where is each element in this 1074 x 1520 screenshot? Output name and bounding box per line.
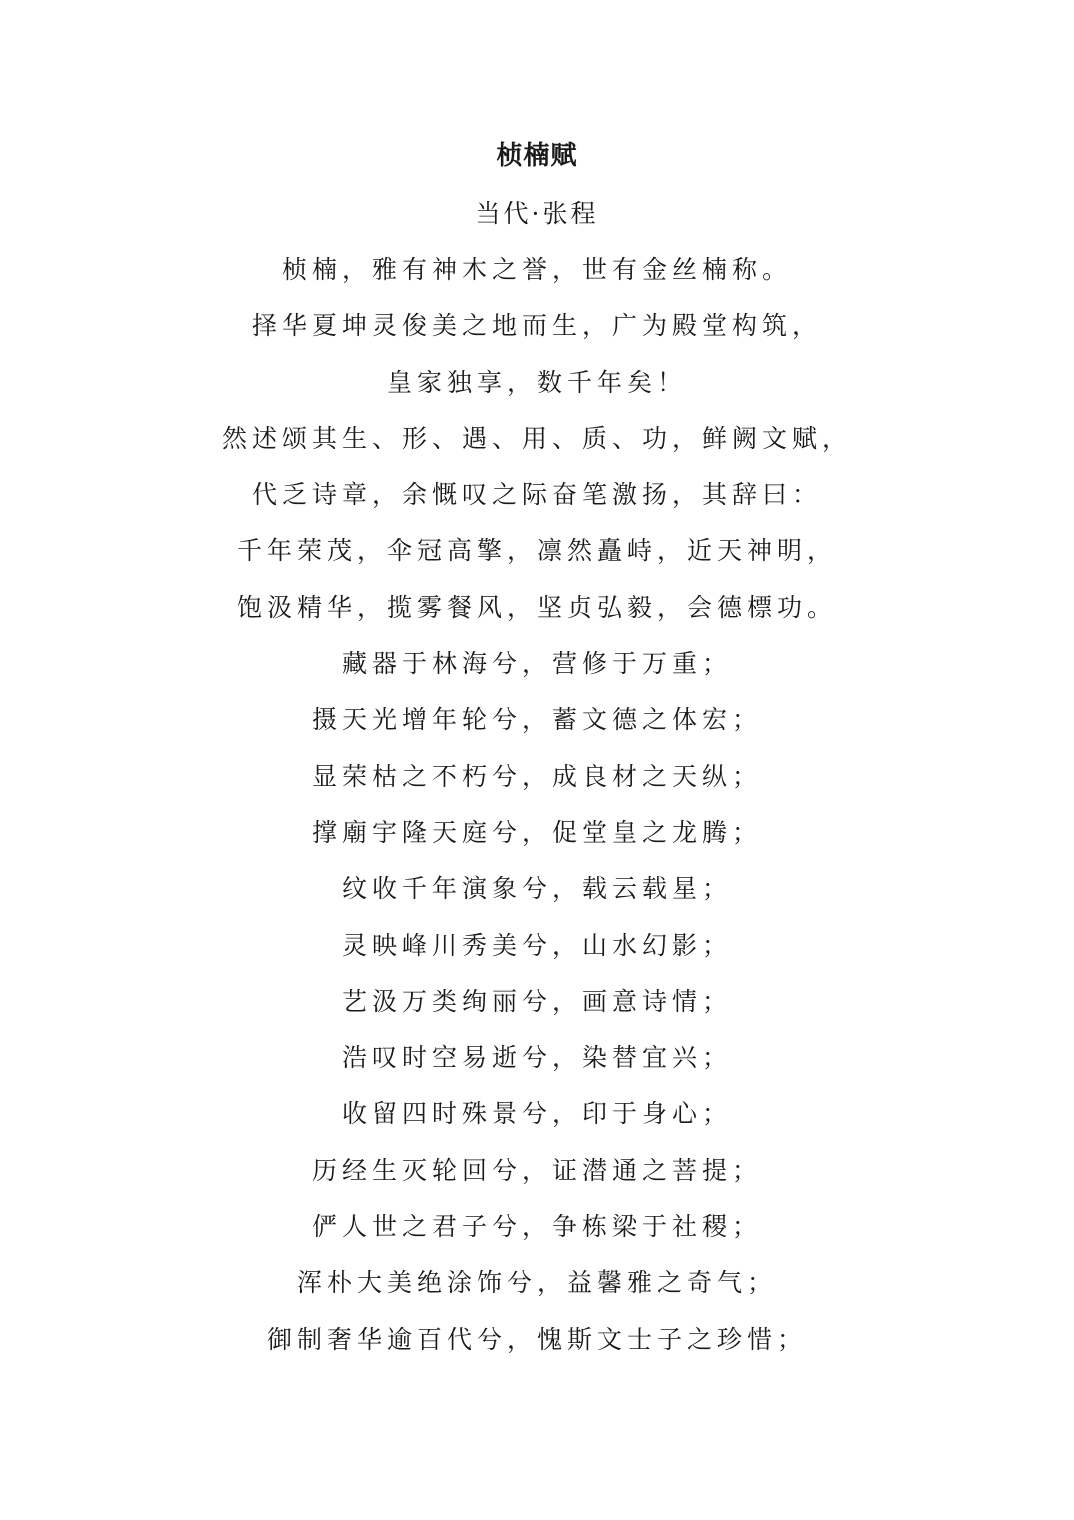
poem-line: 艺汲万类绚丽兮，画意诗情； (341, 986, 732, 1016)
poem-line: 御制奢华逾百代兮，愧斯文士子之珍惜； (266, 1324, 807, 1354)
poem-line: 然述颂其生、形、遇、用、质、功，鲜阙文赋， (221, 423, 852, 453)
poem-line: 择华夏坤灵俊美之地而生，广为殿堂构筑， (251, 311, 822, 341)
poem-body (0, 248, 1074, 1374)
poem-line: 灵映峰川秀美兮，山水幻影； (341, 930, 732, 960)
poem-line: 代乏诗章，余慨叹之际奋笔激扬，其辞曰： (251, 480, 822, 510)
poem-line: 饱汲精华，揽雾餐风，坚贞弘毅，会德標功。 (236, 592, 837, 622)
poem-author: 当代·张程 (475, 199, 599, 228)
poem-line: 藏器于林海兮，营修于万重； (341, 649, 732, 679)
poem-line: 撑廟宇隆天庭兮，促堂皇之龙腾； (311, 817, 762, 847)
poem-line: 纹收千年演象兮，载云载星； (341, 874, 732, 904)
poem-line: 浑朴大美绝涂饰兮，益馨雅之奇气； (296, 1268, 777, 1298)
poem-line: 历经生灭轮回兮，证潜通之菩提； (311, 1155, 762, 1185)
poem-line: 俨人世之君子兮，争栋梁于社稷； (311, 1212, 762, 1242)
poem-line: 收留四时殊景兮，印于身心； (341, 1099, 732, 1129)
poem-line: 显荣枯之不朽兮，成良材之天纵； (311, 761, 762, 791)
poem-line: 桢楠，雅有神木之誉，世有金丝楠称。 (281, 255, 792, 284)
poem-line: 浩叹时空易逝兮，染替宜兴； (341, 1043, 732, 1073)
poem-title: 桢楠赋 (496, 141, 578, 171)
poem-line: 摄天光增年轮兮，蓄文德之体宏； (311, 705, 762, 735)
poem-line: 千年荣茂，伞冠高擎，凛然矗峙，近天神明， (236, 536, 837, 566)
poem-line: 皇家独享，数千年矣！ (386, 367, 687, 397)
